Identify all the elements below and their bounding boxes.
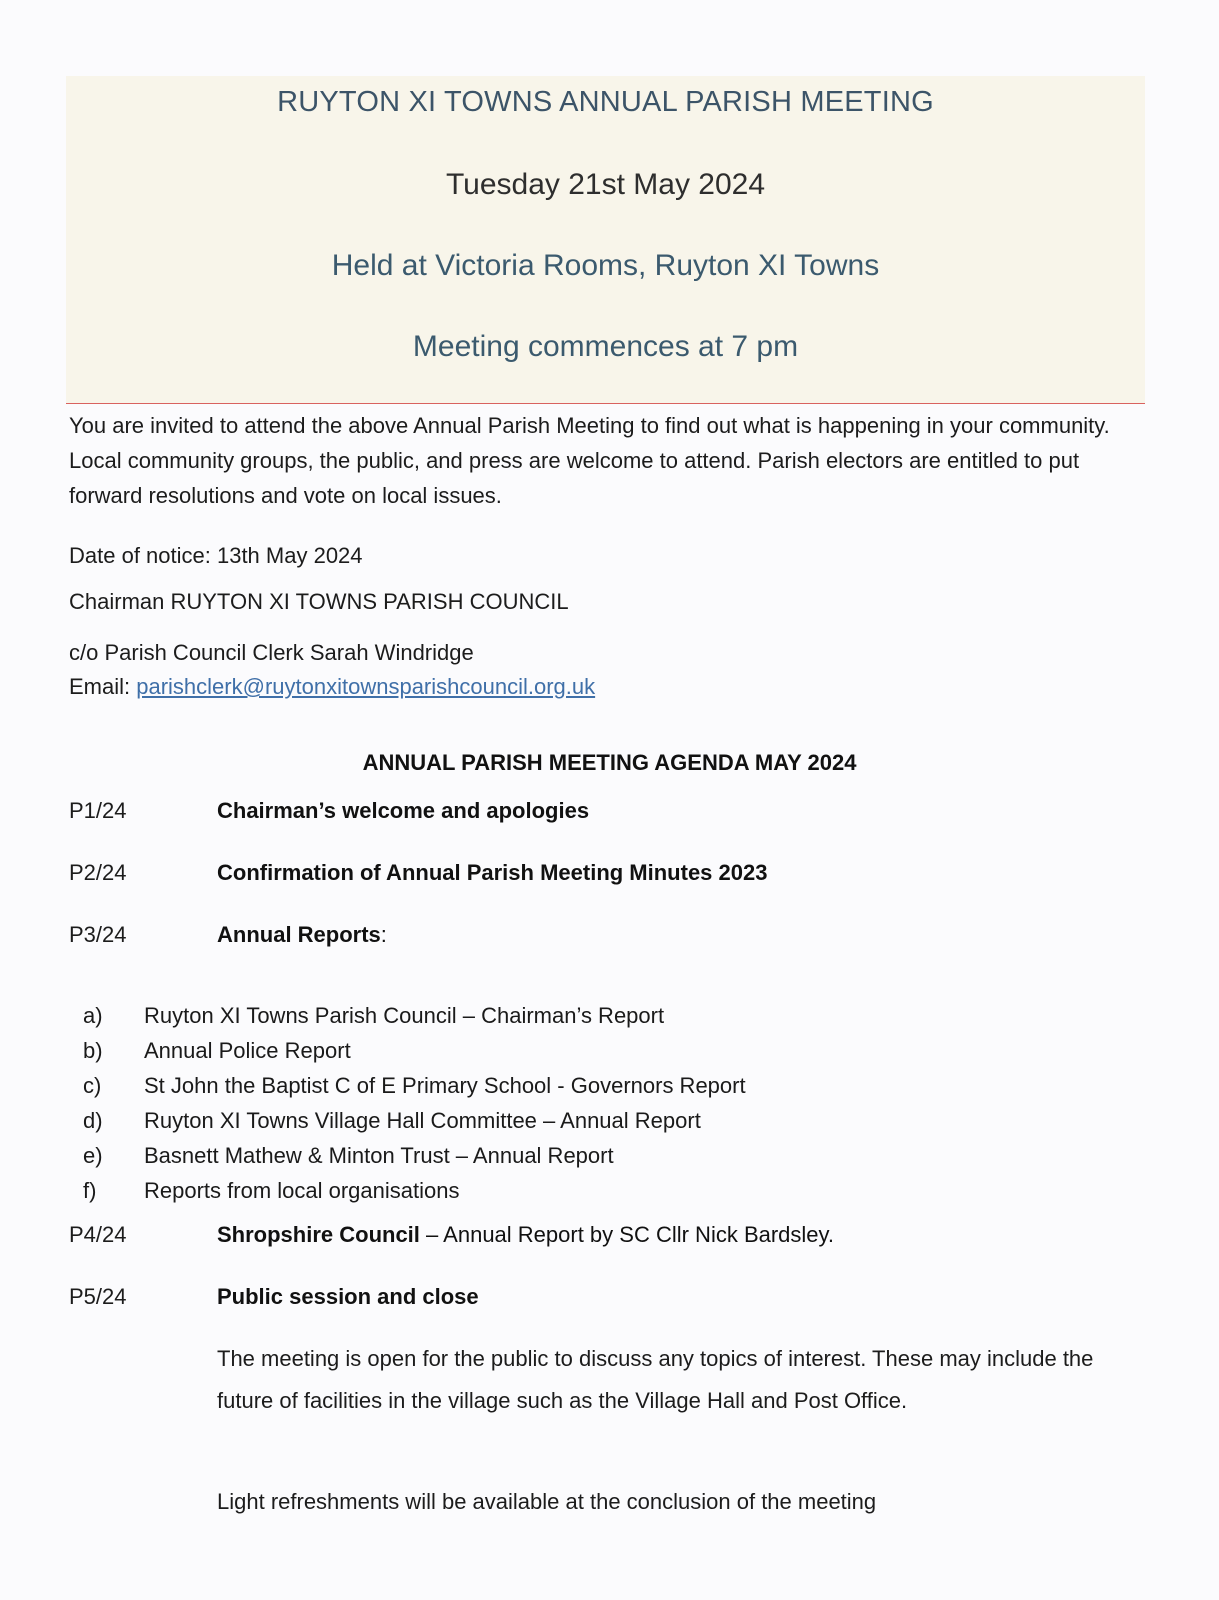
list-text: St John the Baptist C of E Primary School - Governors Report — [144, 1073, 746, 1098]
agenda-item-text — [217, 860, 767, 886]
agenda-item-heading: Annual Reports — [217, 922, 381, 947]
list-letter: a) — [83, 1003, 103, 1028]
agenda-item-text — [217, 922, 387, 948]
meeting-title: RUYTON XI TOWNS ANNUAL PARISH MEETING — [277, 86, 934, 118]
agenda-item-rest: – Annual Report by SC Cllr Nick Bardsley. — [419, 1222, 835, 1247]
agenda-item-heading: Shropshire Council — [217, 1222, 420, 1247]
list-text: Reports from local organisations — [144, 1178, 460, 1203]
public-session-paragraph: The meeting is open for the public to discuss any topics of interest. These may include the future of facilities in the village such as the Village Hall and Post Office. — [217, 1346, 1094, 1413]
meeting-date: Tuesday 21st May 2024 — [445, 168, 766, 201]
agenda-item-number: P4/24 — [69, 1222, 127, 1247]
agenda-title: ANNUAL PARISH MEETING AGENDA MAY 2024 — [362, 750, 857, 775]
agenda-item-text — [217, 1222, 834, 1248]
email-link[interactable]: parishclerk@ruytonxitownsparishcouncil.org.uk — [136, 674, 596, 699]
agenda-item-heading: Chairman’s welcome and apologies — [217, 798, 590, 823]
list-text: Basnett Mathew & Minton Trust – Annual Report — [144, 1143, 614, 1168]
list-letter: f) — [83, 1178, 97, 1203]
agenda-item-heading: Public session and close — [217, 1284, 479, 1309]
agenda-item-number: P5/24 — [69, 1284, 127, 1309]
clerk-line: c/o Parish Council Clerk Sarah Windridge — [69, 640, 474, 665]
meeting-venue: Held at Victoria Rooms, Ruyton XI Towns — [331, 249, 880, 282]
email-label: Email: — [69, 674, 137, 699]
list-letter: b) — [83, 1038, 103, 1063]
list-text: Ruyton XI Towns Village Hall Committee – Annual Report — [144, 1108, 701, 1133]
agenda-item-number: P2/24 — [69, 860, 127, 885]
list-text: Ruyton XI Towns Parish Council – Chairman’s Report — [144, 1003, 665, 1028]
intro-section — [69, 408, 1149, 513]
refreshments-note: Light refreshments will be available at the conclusion of the meeting — [217, 1489, 877, 1514]
email-line — [69, 674, 595, 700]
agenda-item-rest: : — [380, 922, 387, 947]
date-of-notice: Date of notice: 13th May 2024 — [69, 543, 363, 568]
agenda-item-heading: Confirmation of Annual Parish Meeting Minutes 2023 — [217, 860, 768, 885]
agenda-item-text — [217, 798, 589, 824]
list-text: Annual Police Report — [144, 1038, 351, 1063]
intro-paragraph: You are invited to attend the above Annual Parish Meeting to find out what is happening in your community. Local community groups, the public, and press are welcome to attend. Parish electors are entitled to put forward resolutions and vote on local issues. — [69, 413, 1110, 508]
agenda-item-number: P3/24 — [69, 922, 127, 947]
list-letter: d) — [83, 1108, 103, 1133]
agenda-item-text — [217, 1284, 479, 1310]
agenda-item-number: P1/24 — [69, 798, 127, 823]
list-letter: e) — [83, 1143, 103, 1168]
list-letter: c) — [83, 1073, 102, 1098]
meeting-time: Meeting commences at 7 pm — [412, 330, 799, 363]
header-banner — [66, 76, 1145, 404]
chairman-line: Chairman RUYTON XI TOWNS PARISH COUNCIL — [69, 589, 569, 614]
